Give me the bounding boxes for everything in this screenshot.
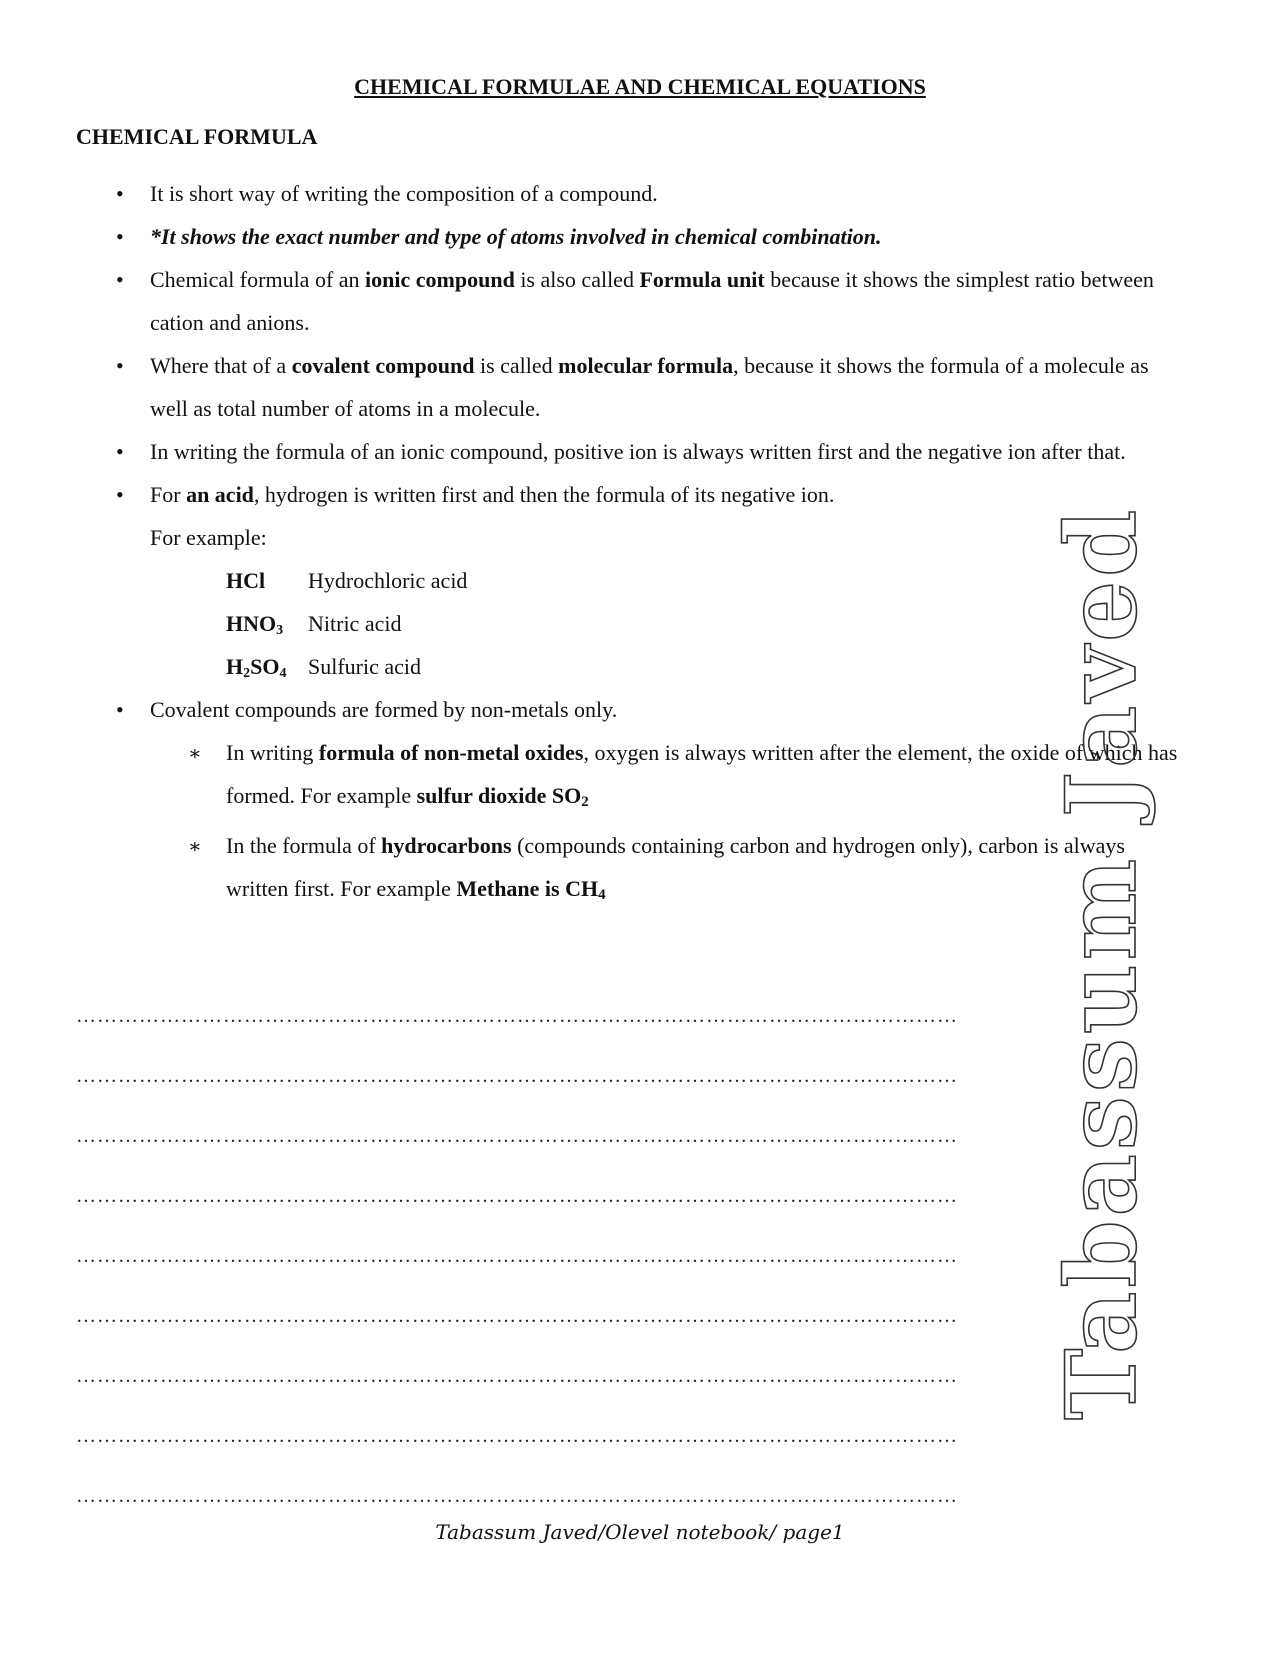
dotted-line: ………………………………………………………………………………………………………………	[76, 1185, 958, 1207]
text-run: is called	[474, 353, 559, 378]
asterisk-icon: ∗	[188, 743, 202, 765]
watermark-text: Tabassum Javed	[1045, 505, 1158, 1420]
keyword: sulfur dioxide SO	[416, 783, 582, 808]
text-run: In the formula of	[226, 833, 382, 858]
subscript: 4	[598, 887, 606, 903]
bullet-icon: •	[116, 482, 124, 507]
text-run: , hydrogen is written first and then the formula of its negative ion.	[253, 482, 835, 507]
note-line	[76, 1388, 1156, 1448]
bullet-icon: •	[116, 267, 124, 292]
text-run: is also called	[514, 267, 640, 292]
note-line	[76, 1448, 1156, 1508]
text-run: , because it shows the formula of a molecule as well as total number of atoms in a molecule.	[150, 353, 1149, 421]
dotted-line: ………………………………………………………………………………………………………………	[76, 1425, 958, 1447]
acid-name: Nitric acid	[308, 611, 402, 636]
dotted-line: ………………………………………………………………………………………………………………	[76, 1305, 958, 1327]
acid-name: Sulfuric acid	[308, 654, 422, 679]
dotted-line: ………………………………………………………………………………………………………………	[76, 1365, 958, 1387]
asterisk-icon: ∗	[188, 836, 202, 858]
keyword: Formula unit	[639, 267, 765, 292]
text-run: because it shows the simplest ratio between cation and anions.	[150, 267, 1154, 335]
keyword: an acid	[186, 482, 254, 507]
bullet-text: In writing the formula of an ionic compound, positive ion is always written first and the negative ion after that.	[150, 439, 1126, 464]
dotted-line: ………………………………………………………………………………………………………………	[76, 1005, 958, 1027]
section-heading: CHEMICAL FORMULA	[76, 124, 318, 149]
keyword: covalent compound	[291, 353, 475, 378]
note-line	[76, 1208, 1156, 1268]
dotted-line: ………………………………………………………………………………………………………………	[76, 1485, 958, 1507]
keyword: molecular formula	[558, 353, 734, 378]
text-run: In writing	[226, 740, 319, 765]
example-row	[226, 602, 1186, 645]
text-run: For	[150, 482, 187, 507]
text-run: , oxygen is always written after the element, the oxide of which has formed. For example	[226, 740, 1178, 808]
sub-list-item	[76, 824, 1186, 917]
note-line	[76, 1088, 1156, 1148]
keyword: hydrocarbons	[381, 833, 512, 858]
bullet-list	[76, 172, 1186, 917]
list-item	[76, 473, 1186, 559]
subscript: 2	[243, 666, 251, 681]
page-title: CHEMICAL FORMULAE AND CHEMICAL EQUATIONS	[354, 74, 926, 99]
bullet-icon: •	[116, 439, 124, 464]
formula-text: HCl	[226, 568, 266, 593]
bullet-text: *It shows the exact number and type of atoms involved in chemical combination.	[150, 224, 882, 249]
note-lines	[76, 968, 1156, 1508]
sub-list-item	[76, 731, 1186, 824]
page-footer: Tabassum Javed/Olevel notebook/ page1	[435, 1520, 845, 1544]
note-line	[76, 1268, 1156, 1328]
keyword: Methane is CH	[456, 876, 599, 901]
dotted-line: ………………………………………………………………………………………………………………	[76, 1245, 958, 1267]
note-line	[76, 968, 1156, 1028]
example-label: For example:	[150, 525, 267, 550]
bullet-text: It is short way of writing the composition of a compound.	[150, 181, 658, 206]
formula-text: SO	[250, 654, 280, 679]
bullet-icon: •	[116, 353, 124, 378]
bullet-icon: •	[116, 181, 124, 206]
example-row	[226, 645, 1186, 688]
subscript: 3	[276, 623, 284, 638]
watermark-graphic	[1045, 150, 1195, 1430]
example-row	[226, 559, 1186, 602]
formula-text: H	[226, 654, 244, 679]
dotted-line: ………………………………………………………………………………………………………………	[76, 1065, 958, 1087]
bullet-icon: •	[116, 697, 124, 722]
list-item	[76, 215, 1186, 258]
note-line	[76, 1148, 1156, 1208]
formula	[226, 559, 308, 602]
subscript: 2	[581, 794, 589, 810]
bullet-text: Covalent compounds are formed by non-metals only.	[150, 697, 618, 722]
acid-examples	[76, 559, 1186, 688]
text-run: Where that of a	[150, 353, 292, 378]
list-item	[76, 688, 1186, 731]
bullet-icon: •	[116, 224, 124, 249]
list-item	[76, 258, 1186, 344]
text-run: (compounds containing carbon and hydrogen only), carbon is always written first. For example	[226, 833, 1125, 901]
subscript: 4	[279, 666, 287, 681]
keyword: ionic compound	[365, 267, 515, 292]
text-run: Chemical formula of an	[150, 267, 366, 292]
list-item	[76, 172, 1186, 215]
note-line	[76, 1028, 1156, 1088]
list-item	[76, 430, 1186, 473]
acid-name: Hydrochloric acid	[308, 568, 468, 593]
dotted-line: ………………………………………………………………………………………………………………	[76, 1125, 958, 1147]
watermark	[1045, 150, 1195, 1430]
note-line	[76, 1328, 1156, 1388]
keyword: formula of non-metal oxides	[318, 740, 584, 765]
list-item	[76, 344, 1186, 430]
formula-text: HNO	[226, 611, 277, 636]
